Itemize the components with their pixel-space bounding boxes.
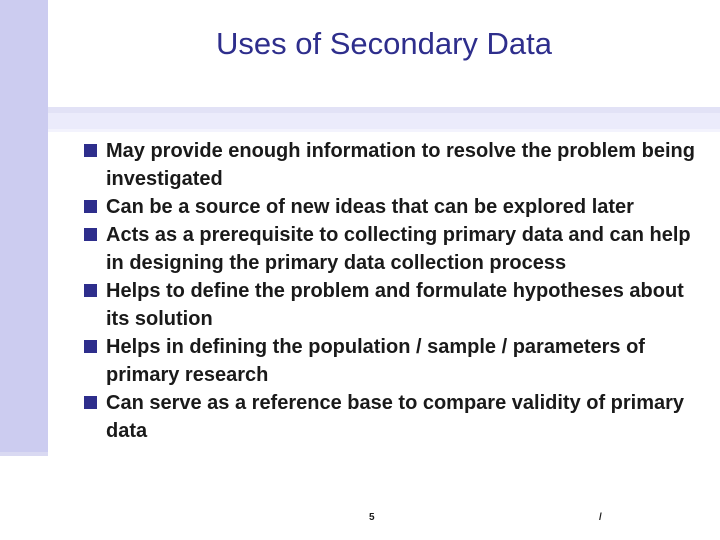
square-bullet-icon <box>84 228 97 241</box>
bullet-item <box>84 193 704 221</box>
bullet-text: Helps in defining the population / sample / parameters of primary research <box>106 336 645 386</box>
left-accent-bar-edge <box>0 452 48 456</box>
square-bullet-icon <box>84 340 97 353</box>
square-bullet-icon <box>84 200 97 213</box>
bullet-text: Can serve as a reference base to compare validity of primary data <box>106 392 685 442</box>
bullet-item <box>84 277 704 333</box>
title-divider-band <box>48 113 720 129</box>
bullet-text: May provide enough information to resolve the problem being investigated <box>106 140 695 190</box>
title-divider-band-bottom <box>48 129 720 132</box>
bullet-item <box>84 333 704 389</box>
square-bullet-icon <box>84 284 97 297</box>
footer-mark: / <box>599 512 602 523</box>
bullet-text: Acts as a prerequisite to collecting primary data and can help in designing the primary data collection process <box>106 224 691 274</box>
square-bullet-icon <box>84 144 97 157</box>
slide-title: Uses of Secondary Data <box>215 26 552 61</box>
bullet-item <box>84 137 704 193</box>
left-accent-bar <box>0 0 48 452</box>
bullet-text: Helps to define the problem and formulate hypotheses about its solution <box>106 280 684 330</box>
bullet-text: Can be a source of new ideas that can be explored later <box>106 196 634 218</box>
bullet-item <box>84 389 704 445</box>
page-number: 5 <box>369 512 375 523</box>
bullet-list <box>84 137 704 445</box>
bullet-item <box>84 221 704 277</box>
square-bullet-icon <box>84 396 97 409</box>
